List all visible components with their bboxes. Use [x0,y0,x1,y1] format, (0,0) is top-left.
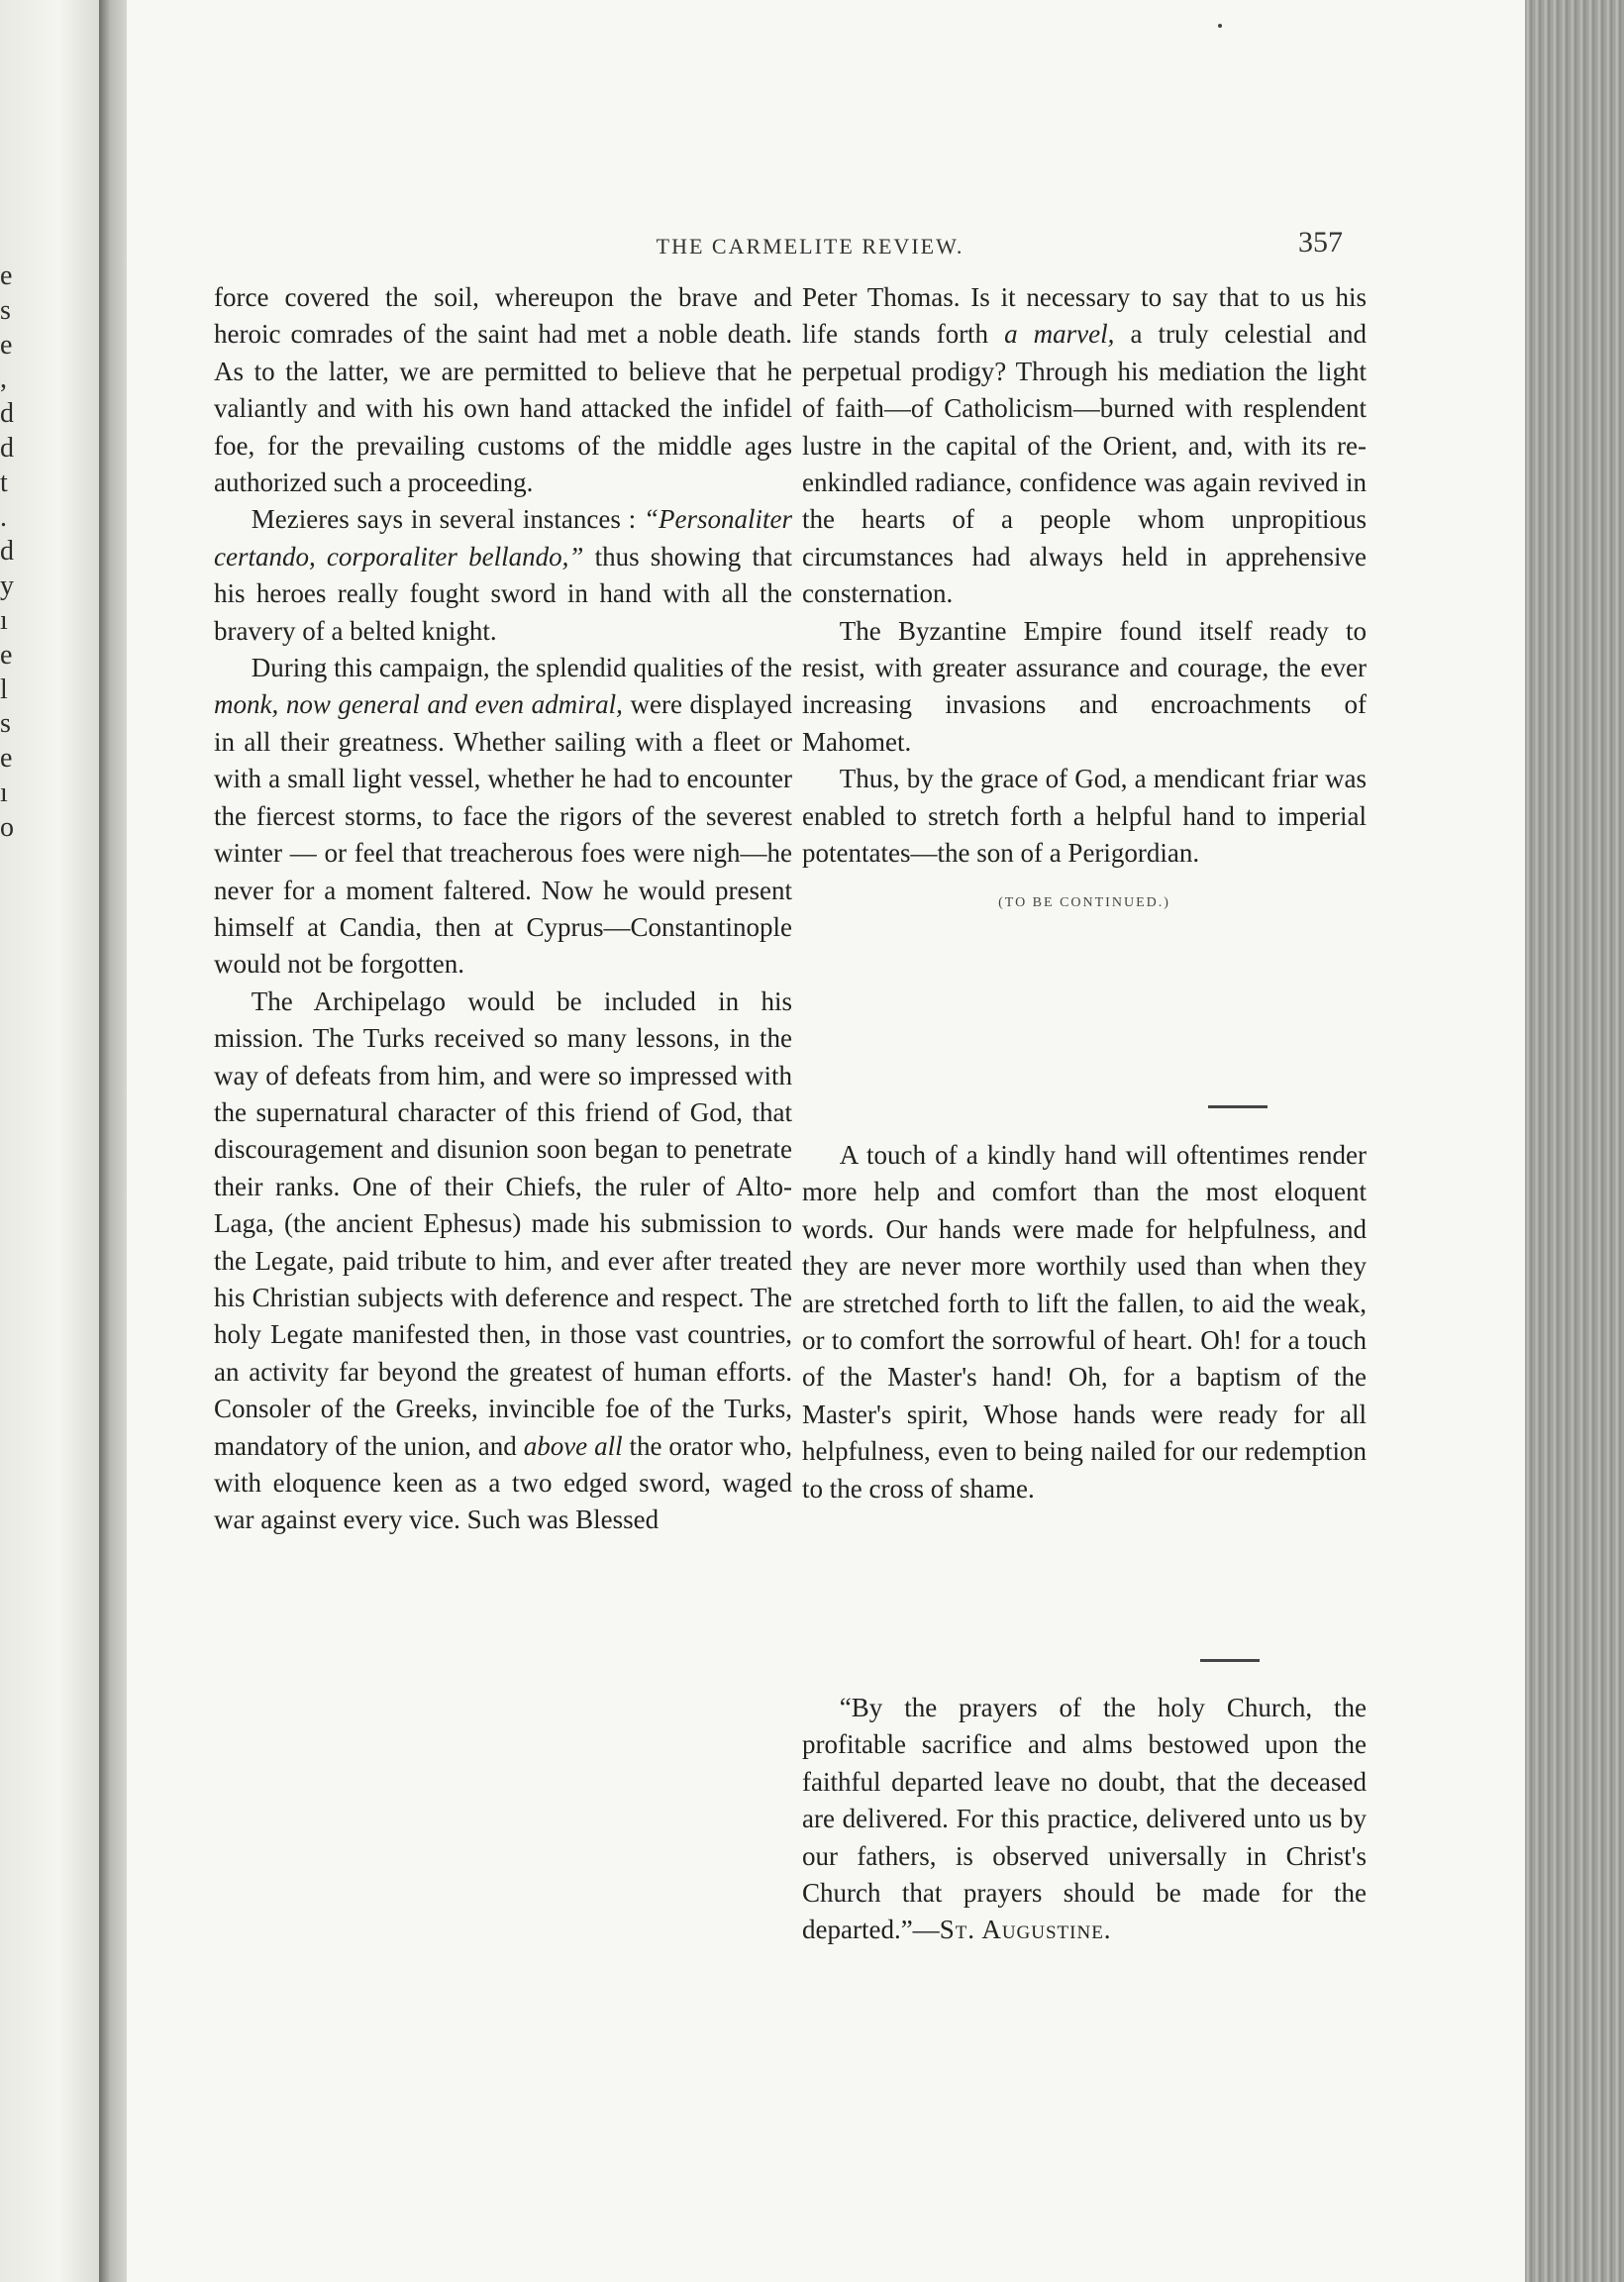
facing-letter: d [0,398,14,430]
facing-letter: d [0,432,14,464]
book-gutter [99,0,127,2282]
text-run: the orator who, with eloquence keen as a two edged sword, waged war against every vice. Such was Blessed [214,1430,792,1535]
facing-letter: s [0,708,11,740]
running-head: THE CARMELITE REVIEW. [656,234,964,259]
page-number: 357 [1298,226,1343,259]
facing-page-letters [0,259,30,846]
facing-letter: . [0,501,7,533]
text-run: Peter Thomas. Is it necessary to say that to us his life stands forth [802,282,1367,350]
text-run: were displayed in all their greatness. Whether sailing with a fleet or with a small light vessel, whether he had to encounter the fiercest storms, to face the rigors of the severest winter — or feel that treacherous foes were nigh—he never for a moment faltered. Now he would present himself at Candia, then at Cyprus—Constantinople would not be forgotten. [214,689,792,980]
facing-letter: , [0,363,7,395]
facing-letter: ı [0,604,8,636]
to-be-continued: (TO BE CONTINUED.) [998,894,1170,910]
section-divider [1200,1659,1260,1662]
facing-letter: e [0,329,13,361]
paragraph [214,650,792,984]
facing-letter: y [0,570,14,602]
facing-letter: d [0,536,14,568]
text-run: Mezieres says in several instances : [251,504,637,535]
paragraph: Thus, by the grace of God, a mendicant friar was enabled to stretch forth a helpful hand to imperial potentates—the son of a Perigordian. [802,764,1367,869]
facing-letter: ı [0,777,8,808]
section-divider [1208,1105,1268,1108]
facing-letter: l [0,674,8,705]
facing-letter: e [0,639,13,671]
attribution: St. Augustine. [939,1915,1112,1945]
paragraph [802,279,1367,613]
facing-letter: s [0,294,11,326]
text-run: thus showing that his heroes really fought sword in hand with all the bravery of a belted knight. [214,541,792,646]
paragraph [214,501,792,650]
facing-letter: e [0,260,13,291]
right-column [802,279,1367,1945]
italic-run: above all [523,1430,623,1461]
paragraph [214,984,792,1539]
facing-page-edge [0,0,99,2282]
facing-letter: o [0,811,14,843]
paragraph: The Byzantine Empire found itself ready to resist, with greater assurance and courage, the ever increasing invasions and encroachments of Mahomet. [802,615,1367,757]
text-run: The Archipelago would be included in his mission. The Turks received so many lessons, in the way of defeats from him, and were so impressed with the supernatural character of this friend of God, that discouragement and disunion soon began to penetrate their ranks. One of their Chiefs, the ruler of Alto-Laga, (the ancient Ephesus) made his submission to the Legate, paid tribute to him, and ever after treated his Christian subjects with deference and respect. The holy Legate manifested then, in those vast countries, an activity far beyond the greatest of human efforts. Consoler of the Greeks, invincible foe of the Turks, mandatory of the union, and [214,985,792,1461]
paragraph [802,1690,1367,1949]
facing-letter: e [0,743,13,775]
paragraph: force covered the soil, whereupon the brave and heroic comrades of the saint had met a noble death. As to the latter, we are permitted to believe that he valiantly and with his own hand attacked the infidel foe, for the prevailing customs of the middle ages authorized such a proceeding. [214,282,792,498]
text-run: a truly celestial and perpetual prodigy? Through his mediation the light of faith—of Catholicism—burned with resplendent lustre in the capital of the Orient, and, with its re-enkindled radiance, confidence was again revived in the hearts of a people whom unpropitious circumstances had always held in apprehensive consternation. [802,319,1367,609]
page-stack-edge [1525,0,1624,2282]
augustine-quote [802,1690,1367,1949]
kindly-hand-section [802,1137,1367,1507]
paragraph: A touch of a kindly hand will oftentimes render more help and comfort than the most eloquent words. Our hands were made for helpfulness, and they are never more worthily used than when they are stretched forth to lift the fallen, to aid the weak, or to comfort the sorrowful of heart. Oh! for a touch of the Master's hand! Oh, for a baptism of the Master's spirit, Whose hands were ready for all helpfulness, even to being nailed for our redemption to the cross of shame. [802,1140,1367,1504]
italic-run: monk, now general and even admiral, [214,689,623,720]
italic-run: a marvel, [1004,319,1115,350]
quote-text: “By the prayers of the holy Church, the profitable sacrifice and alms bestowed upon the faithful departed leave no doubt, that the deceased are delivered. For this practice, delivered unto us by our fathers, is observed universally in Christ's Church that prayers should be made for the departed.”— [802,1693,1367,1945]
facing-letter: t [0,467,8,498]
text-run: During this campaign, the splendid qualities of the [251,653,792,683]
ink-speck [1218,24,1222,28]
left-column [214,279,792,1539]
latin-quote: “Personaliter certando, corporaliter bellando,” [214,504,793,571]
document-page [127,0,1525,2282]
